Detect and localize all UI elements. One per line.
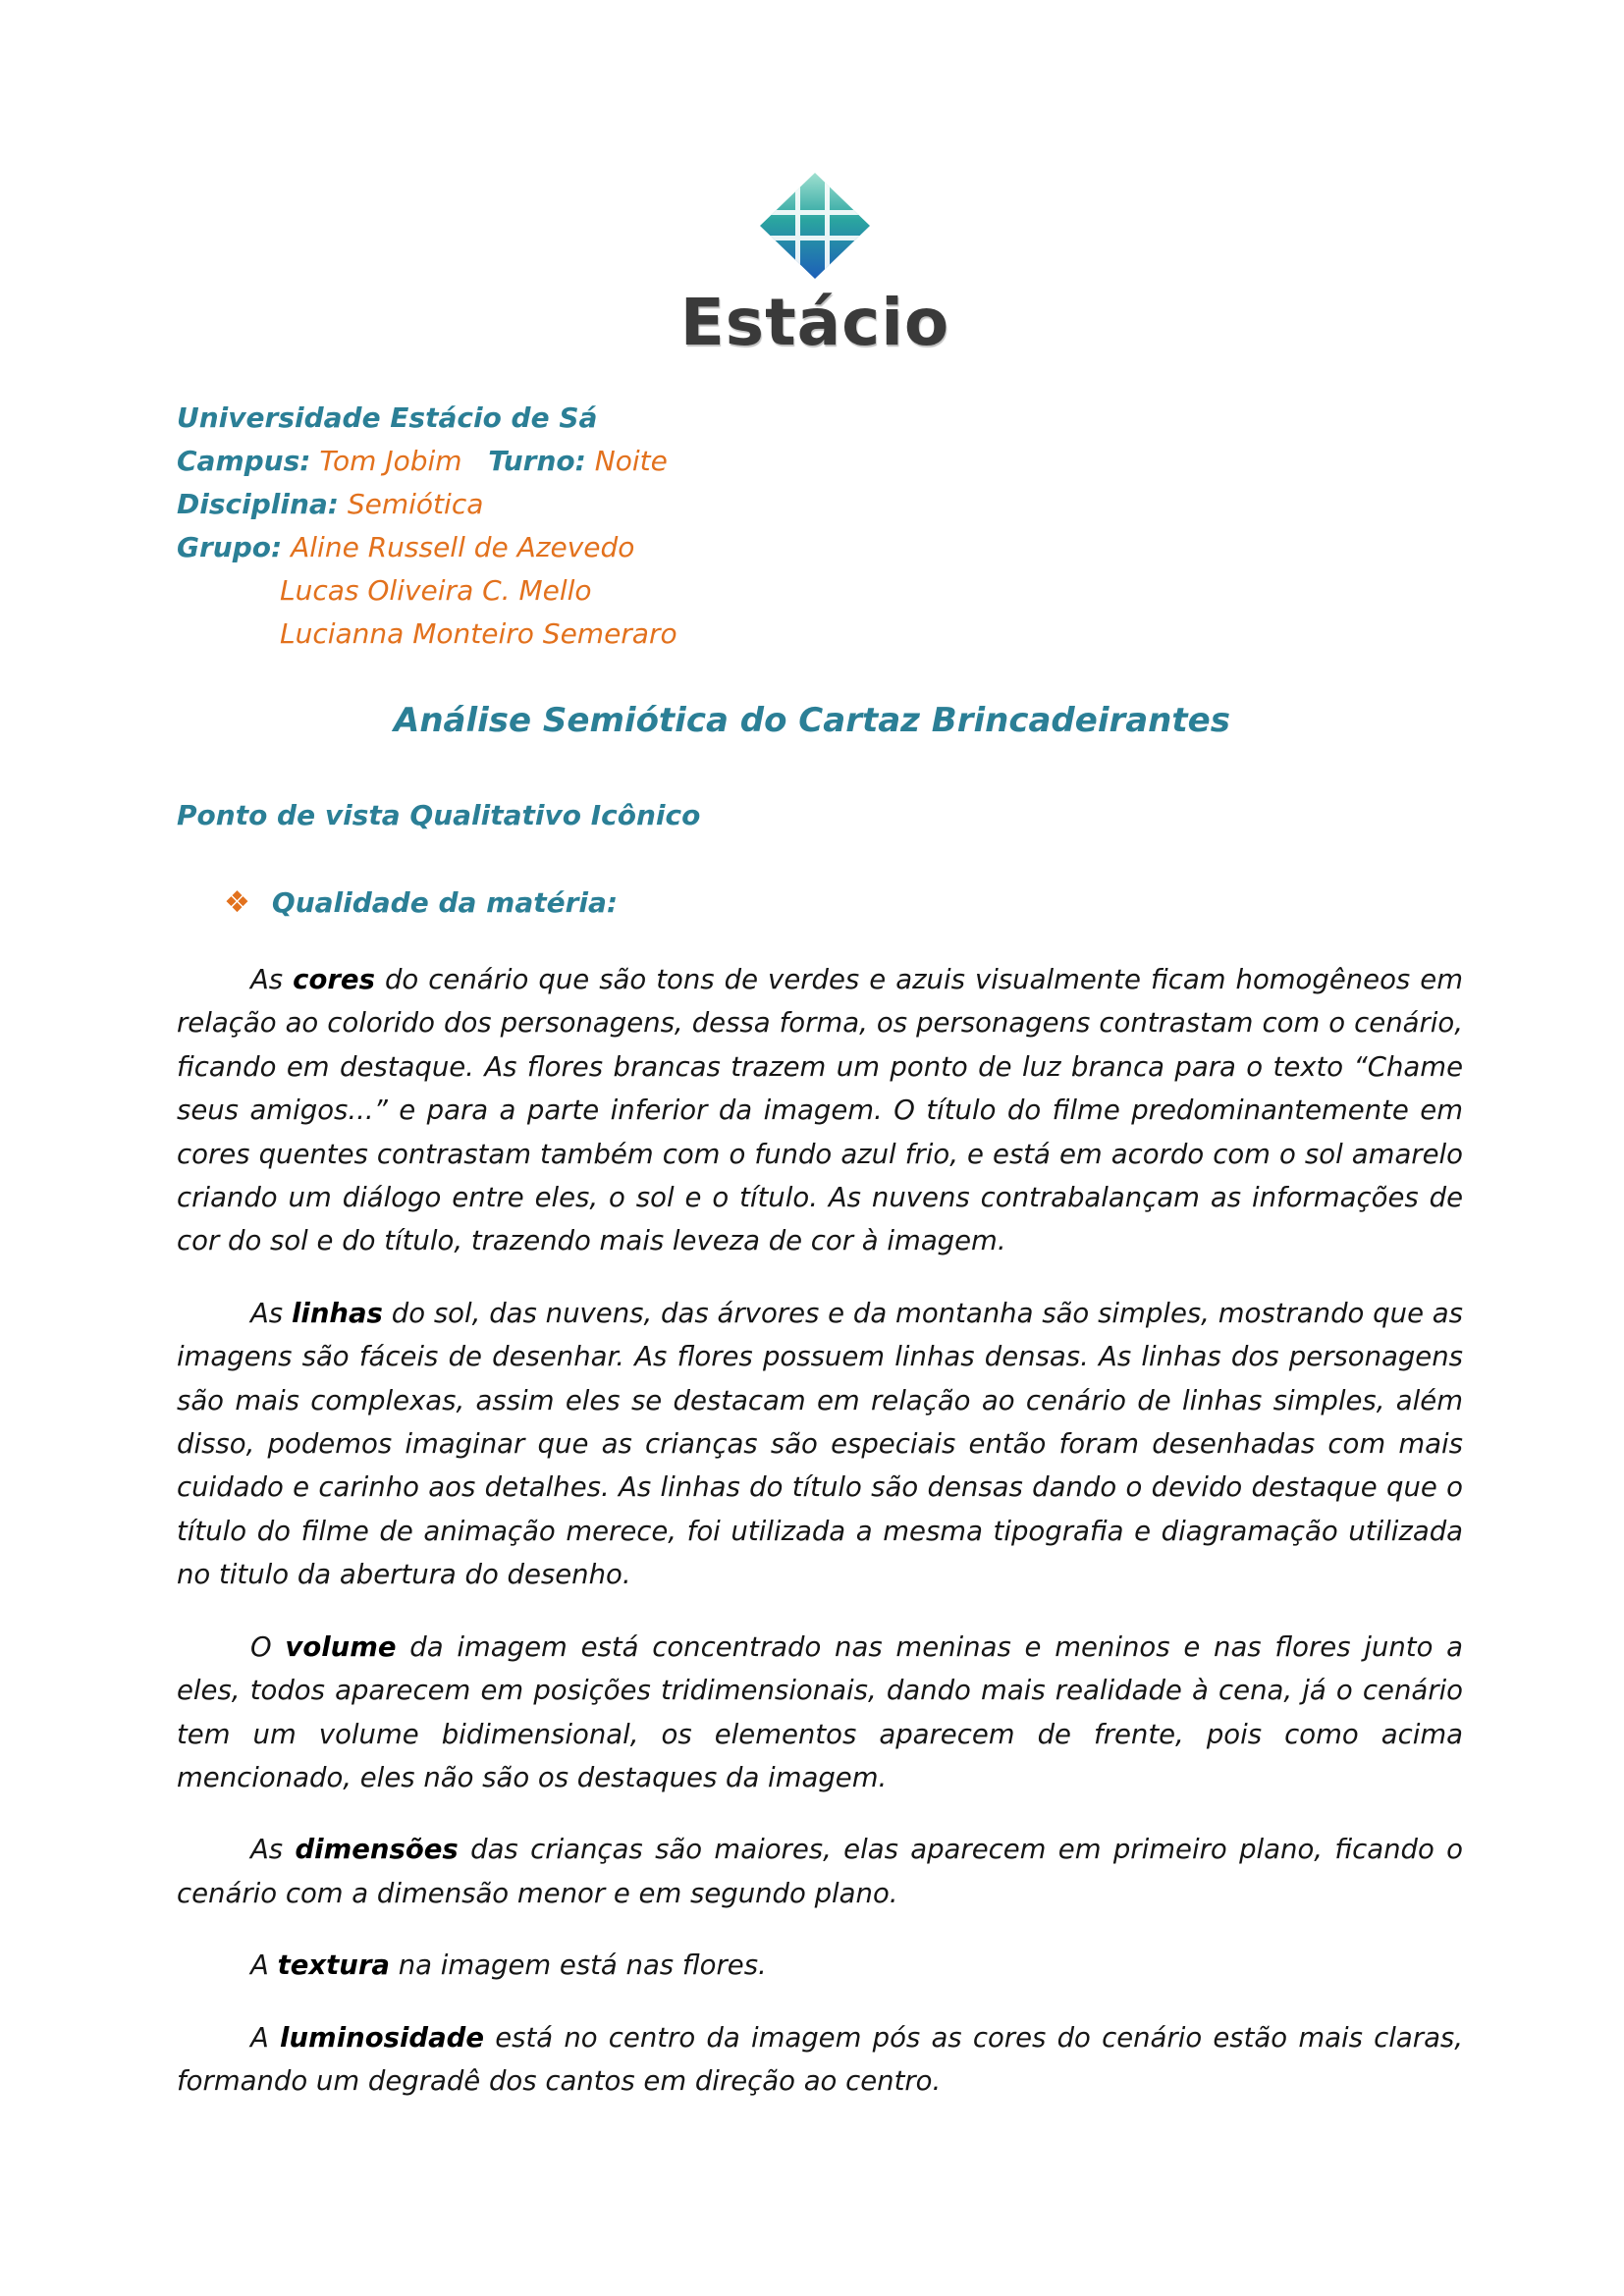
diamond-logo-icon	[677, 167, 952, 285]
turno-label: Turno:	[488, 445, 586, 477]
grupo-line	[177, 569, 677, 613]
group-member: Aline Russell de Azevedo	[291, 531, 635, 563]
paragraph	[177, 1944, 1463, 1987]
paragraph	[177, 1292, 1463, 1597]
paragraph-keyword: dimensões	[295, 1834, 459, 1866]
paragraph-lead: As	[250, 1834, 296, 1866]
grupo-line	[177, 613, 677, 656]
disciplina-label: Disciplina:	[177, 488, 339, 520]
paragraph	[177, 2016, 1463, 2104]
group-member: Lucas Oliveira C. Mello	[280, 574, 592, 607]
grupo-line	[177, 526, 677, 569]
paragraph	[177, 1626, 1463, 1800]
section-heading	[224, 885, 618, 920]
university-line	[177, 397, 677, 440]
paragraph-lead: A	[250, 2021, 281, 2054]
paragraph-keyword: linhas	[291, 1297, 383, 1329]
paragraph-text: na imagem está nas flores.	[389, 1949, 767, 1982]
paragraph-keyword: textura	[277, 1949, 390, 1982]
disciplina-line	[177, 483, 677, 526]
paragraph-keyword: volume	[285, 1630, 397, 1663]
paragraph	[177, 958, 1463, 1263]
paragraph-text: está no centro da imagem pós as cores do cenário estão mais claras, formando um degradê dos cantos em direção ao centro.	[177, 2021, 1463, 2097]
document-header	[177, 397, 677, 656]
grupo-label: Grupo:	[177, 531, 283, 563]
campus-value: Tom Jobim	[319, 445, 462, 477]
turno-value: Noite	[594, 445, 668, 477]
disciplina-value: Semiótica	[347, 488, 484, 520]
paragraph-keyword: luminosidade	[280, 2021, 484, 2054]
campus-label: Campus:	[177, 445, 311, 477]
section-heading-text: Qualidade da matéria:	[271, 886, 619, 919]
paragraph-lead: As	[250, 964, 294, 995]
paragraph-lead: O	[250, 1630, 286, 1663]
group-member: Lucianna Monteiro Semeraro	[280, 617, 677, 650]
estacio-logo	[677, 167, 952, 363]
paragraph-text: da imagem está concentrado nas meninas e meninos e nas flores junto a eles, todos aparecem em posições tridimensionais, dando mais realidade à cena, já o cenário tem um volume bidimensional, os elementos aparecem de frente, pois como acima mencionado, eles não são os destaques da imagem.	[177, 1630, 1463, 1793]
paragraph-text: do sol, das nuvens, das árvores e da montanha são simples, mostrando que as imagens são fáceis de desenhar. As flores possuem linhas densas. As linhas dos personagens são mais complexas, assim eles se destacam em relação ao cenário de linhas simples, além disso, podemos imaginar que as crianças são especiais então foram desenhadas com mais cuidado e carinho aos detalhes. As linhas do título são densas dando o devido destaque que o título do filme de animação merece, foi utilizada a mesma tipografia e diagramação utilizada no titulo da abertura do desenho.	[177, 1297, 1463, 1591]
campus-line	[177, 440, 677, 483]
paragraph-lead: As	[250, 1297, 292, 1329]
document-title: Análise Semiótica do Cartaz Brincadeirantes	[394, 701, 1230, 740]
university-name: Universidade Estácio de Sá	[177, 401, 598, 434]
section-subtitle: Ponto de vista Qualitativo Icônico	[177, 799, 701, 831]
diamond-bullet-icon: ❖	[224, 885, 250, 920]
logo-wordmark: Estácio	[679, 285, 950, 360]
paragraph-text: do cenário que são tons de verdes e azuis visualmente ficam homogêneos em relação ao colorido dos personagens, dessa forma, os personagens contrastam com o cenário, ficando em destaque. As flores brancas trazem um ponto de luz branca para o texto “Chame seus amigos...” e para a parte inferior da imagem. O título do filme predominantemente em cores quentes contrastam também com o fundo azul frio, e está em acordo com o sol amarelo criando um diálogo entre eles, o sol e o título. As nuvens contrabalançam as informações de cor do sol e do título, trazendo mais leveza de cor à imagem.	[177, 964, 1463, 1257]
body-text	[177, 958, 1463, 2131]
paragraph	[177, 1828, 1463, 1915]
paragraph-lead: A	[250, 1949, 278, 1982]
paragraph-text: das crianças são maiores, elas aparecem em primeiro plano, ficando o cenário com a dimensão menor e em segundo plano.	[177, 1834, 1463, 1909]
paragraph-keyword: cores	[293, 964, 375, 995]
